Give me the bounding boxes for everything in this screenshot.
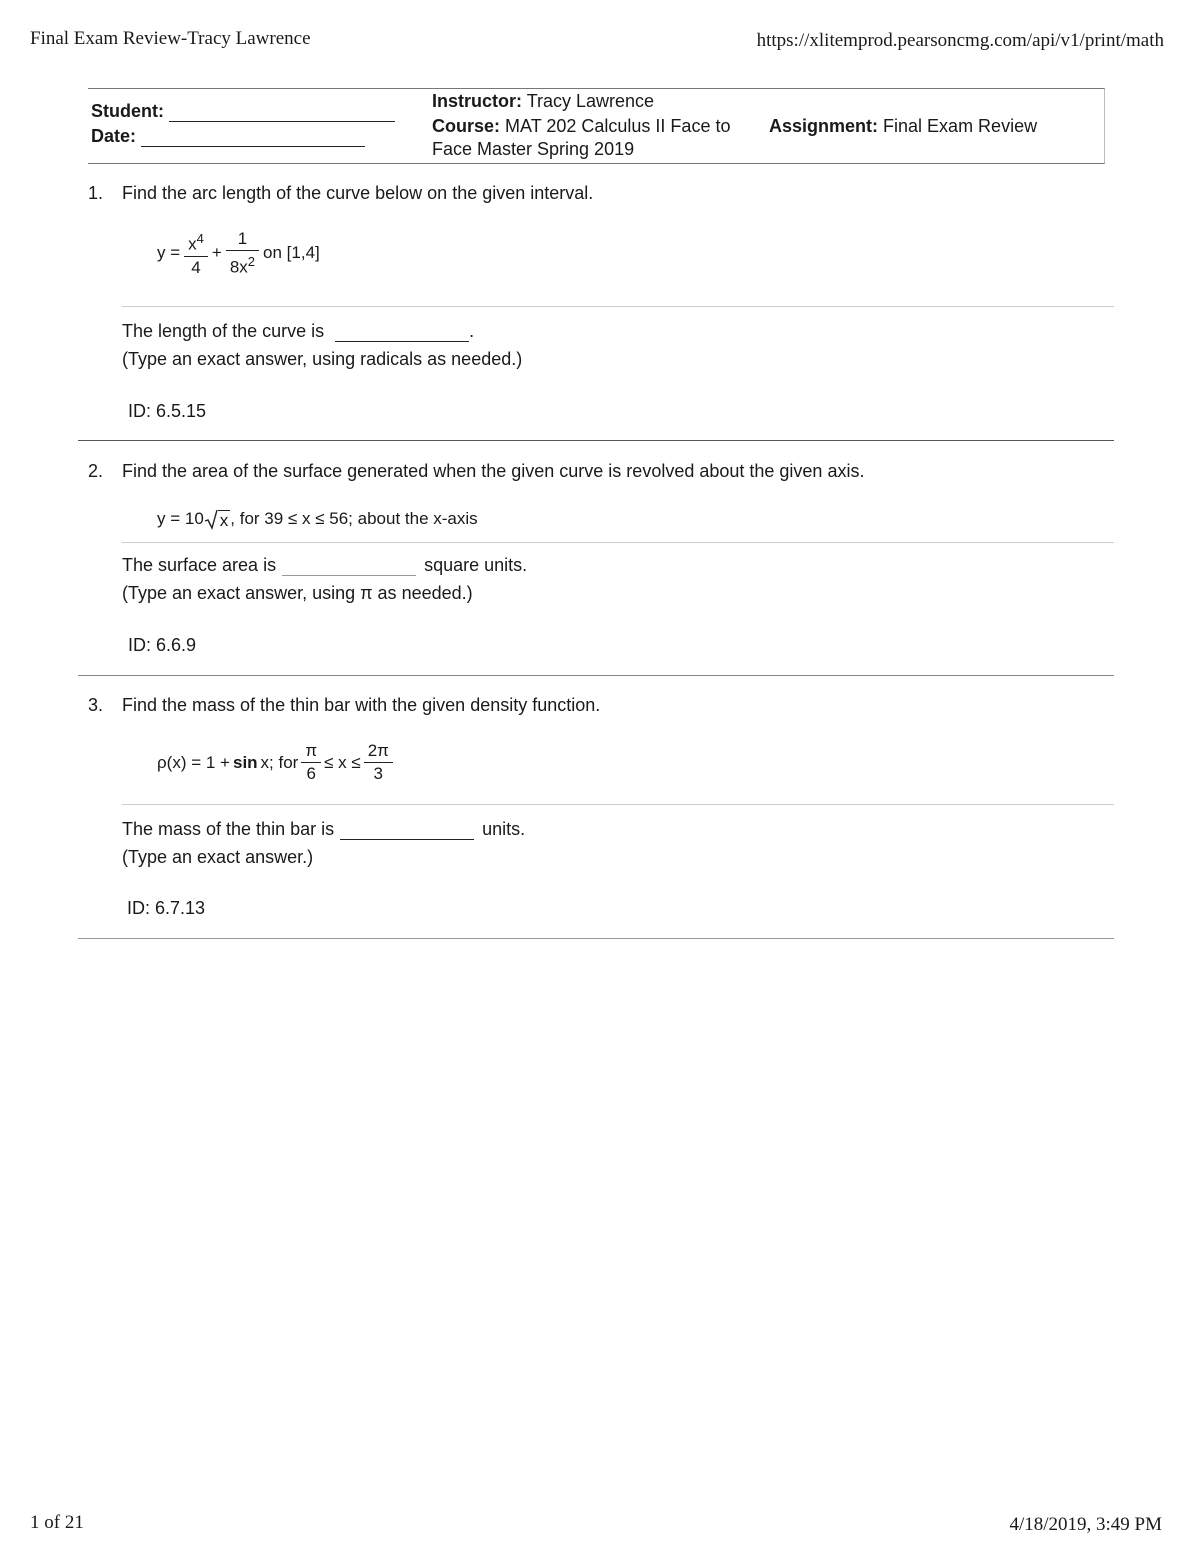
instructor-label: Instructor:	[432, 91, 522, 111]
print-header-url: https://xlitemprod.pearsoncmg.com/api/v1/print/math	[756, 30, 1164, 51]
question-separator	[78, 938, 1114, 939]
question-prompt: Find the mass of the thin bar with the given density function.	[122, 695, 601, 715]
assignment-label: Assignment:	[769, 116, 879, 136]
inequality: ≤ x ≤	[324, 752, 361, 772]
equation-lhs: ρ(x) = 1 +	[157, 752, 230, 772]
numerator: π	[301, 740, 321, 763]
divider	[122, 804, 1114, 805]
answer-blank	[340, 821, 474, 840]
date-field	[91, 126, 365, 147]
course-label: Course:	[432, 116, 501, 136]
equation-mid: x; for	[260, 752, 299, 772]
student-field	[91, 101, 395, 122]
instructor-value: Tracy Lawrence	[526, 91, 655, 111]
exponent: 2	[247, 254, 256, 269]
question-id: ID: 6.7.13	[127, 898, 206, 918]
date-blank	[141, 132, 365, 147]
assignment-value: Final Exam Review	[883, 116, 1038, 136]
answer-line	[122, 819, 525, 840]
course-value-line2: Face Master Spring 2019	[432, 139, 635, 159]
answer-line	[122, 555, 527, 576]
equation-interval: , for 39 ≤ x ≤ 56; about the x-axis	[230, 508, 478, 528]
question-prompt: Find the arc length of the curve below on the given interval.	[122, 183, 594, 203]
question-prompt: Find the area of the surface generated when the given curve is revolved about the given axis.	[122, 461, 865, 481]
sqrt-icon	[204, 508, 218, 530]
numerator: 1	[226, 228, 259, 251]
answer-prefix: The length of the curve is	[122, 321, 325, 341]
numerator: 2π	[364, 740, 393, 763]
plus-sign: +	[211, 243, 222, 263]
answer-hint: (Type an exact answer, using radicals as needed.)	[122, 349, 523, 369]
question-equation	[157, 228, 320, 279]
sin-function: sin	[232, 752, 258, 772]
question-equation	[157, 507, 478, 530]
answer-suffix: square units.	[424, 555, 528, 575]
denominator: 4	[191, 257, 201, 277]
answer-blank	[335, 323, 469, 342]
answer-hint: (Type an exact answer.)	[122, 847, 314, 867]
print-header-title: Final Exam Review-Tracy Lawrence	[30, 28, 311, 49]
assignment-field	[769, 116, 1037, 137]
date-label: Date:	[91, 126, 137, 146]
fraction	[184, 228, 208, 279]
fraction	[301, 740, 321, 785]
question-number: 3.	[88, 695, 104, 715]
print-timestamp: 4/18/2019, 3:49 PM	[1009, 1514, 1162, 1535]
exponent: 4	[196, 231, 204, 246]
question-separator	[78, 675, 1114, 676]
answer-suffix: units.	[482, 819, 526, 839]
answer-blank	[282, 557, 416, 576]
question-number: 1.	[88, 183, 104, 203]
denominator: 6	[306, 764, 316, 783]
question-id: ID: 6.5.15	[128, 401, 207, 421]
instructor-field	[432, 91, 654, 112]
numerator: x	[188, 234, 197, 254]
page-counter: 1 of 21	[30, 1512, 84, 1533]
question-number: 2.	[88, 461, 104, 481]
course-value-line1: MAT 202 Calculus II Face to	[505, 116, 731, 136]
question-separator	[78, 440, 1114, 441]
course-field	[432, 116, 730, 137]
question-equation	[157, 740, 393, 785]
denominator: 8x	[229, 257, 248, 277]
fraction	[226, 228, 259, 279]
equation-lhs: y =	[157, 243, 181, 263]
fraction	[364, 740, 393, 785]
answer-line	[122, 321, 474, 342]
equation-lhs: y = 10	[157, 508, 204, 528]
answer-suffix: .	[469, 321, 475, 341]
divider	[122, 306, 1114, 307]
student-label: Student:	[91, 101, 164, 121]
answer-prefix: The surface area is	[122, 555, 277, 575]
divider	[122, 542, 1114, 543]
answer-prefix: The mass of the thin bar is	[122, 819, 335, 839]
radicand: x	[219, 511, 229, 530]
equation-interval: on [1,4]	[263, 243, 320, 263]
student-blank	[169, 107, 395, 122]
denominator: 3	[373, 764, 384, 783]
question-id: ID: 6.6.9	[128, 635, 197, 655]
answer-hint: (Type an exact answer, using π as needed.)	[122, 583, 473, 603]
